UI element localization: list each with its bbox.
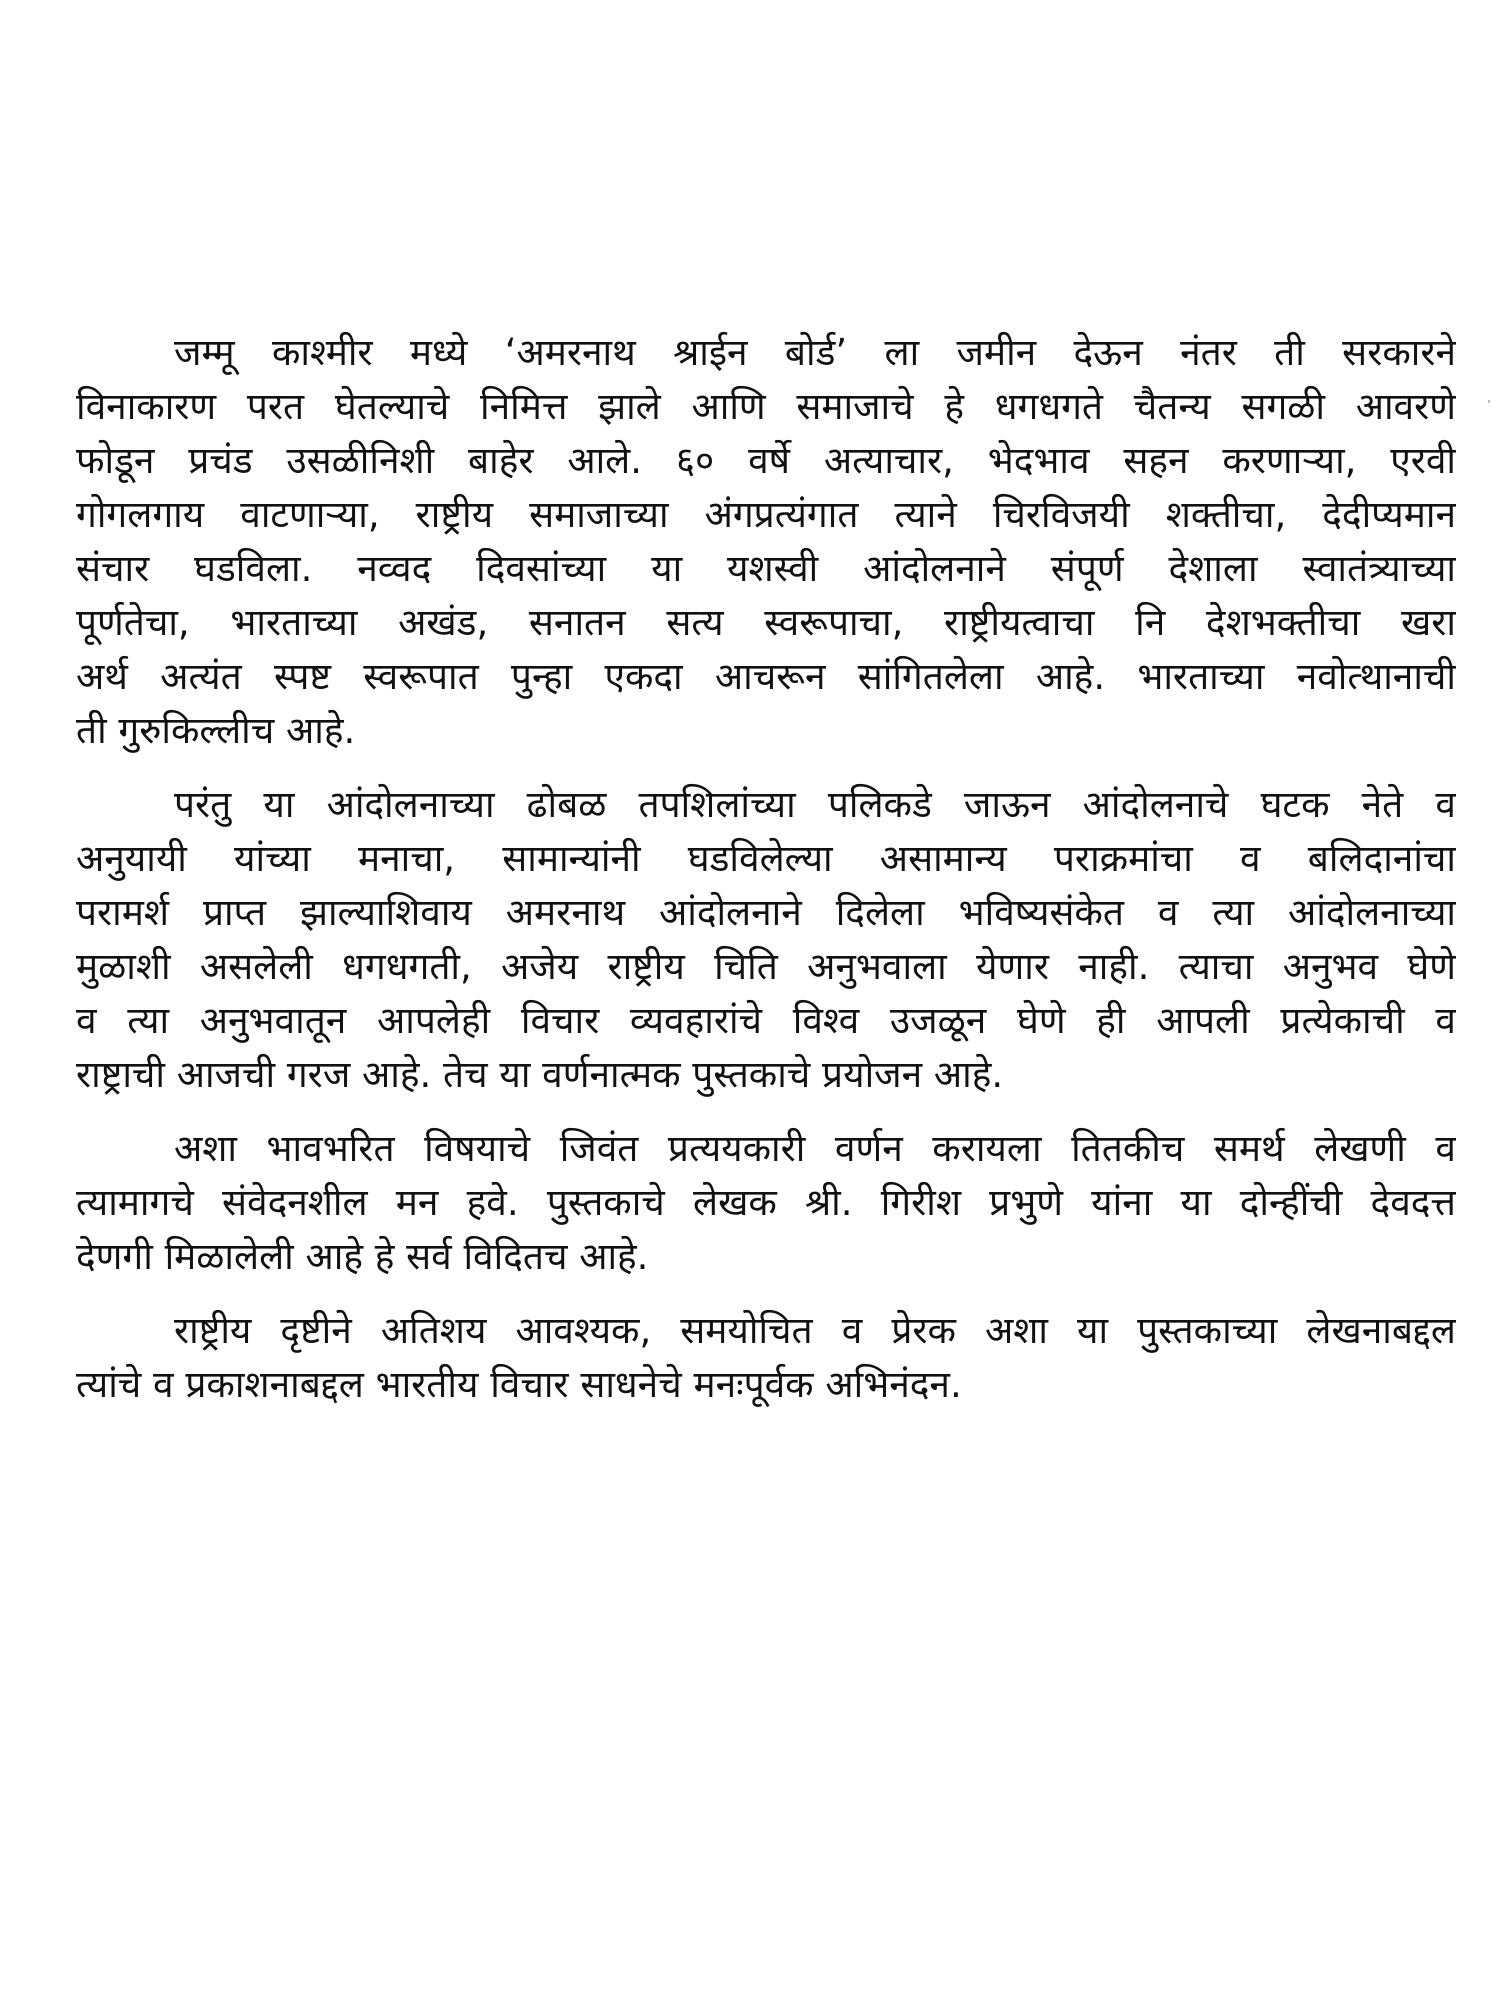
text-line: राष्ट्राची आजची गरज आहे. तेच या वर्णनात्मक पुस्तकाचे प्रयोजन आहे. bbox=[76, 1053, 1004, 1096]
body-text bbox=[76, 326, 1456, 1432]
text-line: व त्या अनुभवातून आपलेही विचार व्यवहारांचे विश्व उजळून घेणे ही आपली प्रत्येकाची व bbox=[76, 999, 1456, 1042]
text-line: जम्मू काश्मीर मध्ये ‘अमरनाथ श्राईन बोर्ड’ ला जमीन देऊन नंतर ती सरकारने bbox=[174, 331, 1456, 374]
text-line: गोगलगाय वाटणाऱ्या, राष्ट्रीय समाजाच्या अंगप्रत्यंगात त्याने चिरविजयी शक्तीचा, देदीप्यमान bbox=[76, 493, 1456, 536]
text-line: अनुयायी यांच्या मनाचा, सामान्यांनी घडविलेल्या असामान्य पराक्रमांचा व बलिदानांचा bbox=[76, 837, 1456, 880]
text-line: परामर्श प्राप्त झाल्याशिवाय अमरनाथ आंदोलनाने दिलेला भविष्यसंकेत व त्या आंदोलनाच्या bbox=[76, 891, 1456, 934]
text-line: फोडून प्रचंड उसळीनिशी बाहेर आले. ६० वर्षे अत्याचार, भेदभाव सहन करणाऱ्या, एरवी bbox=[76, 439, 1456, 482]
paragraph-2 bbox=[76, 778, 1456, 1102]
text-line: पूर्णतेचा, भारताच्या अखंड, सनातन सत्य स्वरूपाचा, राष्ट्रीयत्वाचा नि देशभक्तीचा खरा bbox=[76, 601, 1456, 644]
paragraph-4 bbox=[76, 1304, 1456, 1412]
text-line: परंतु या आंदोलनाच्या ढोबळ तपशिलांच्या पलिकडे जाऊन आंदोलनाचे घटक नेते व bbox=[174, 783, 1456, 826]
text-line: विनाकारण परत घेतल्याचे निमित्त झाले आणि समाजाचे हे धगधगते चैतन्य सगळी आवरणे bbox=[76, 385, 1456, 428]
text-line: संचार घडविला. नव्वद दिवसांच्या या यशस्वी आंदोलनाने संपूर्ण देशाला स्वातंत्र्याच्या bbox=[76, 547, 1456, 590]
text-line: त्यामागचे संवेदनशील मन हवे. पुस्तकाचे लेखक श्री. गिरीश प्रभुणे यांना या दोन्हींची देवदत्त bbox=[76, 1181, 1456, 1224]
text-line: त्यांचे व प्रकाशनाबद्दल भारतीय विचार साधनेचे मनःपूर्वक अभिनंदन. bbox=[76, 1363, 962, 1406]
text-line: मुळाशी असलेली धगधगती, अजेय राष्ट्रीय चिति अनुभवाला येणार नाही. त्याचा अनुभव घेणे bbox=[76, 945, 1456, 988]
text-line: ती गुरुकिल्लीच आहे. bbox=[76, 709, 356, 752]
text-line: अशा भावभरित विषयाचे जिवंत प्रत्ययकारी वर्णन करायला तितकीच समर्थ लेखणी व bbox=[174, 1127, 1456, 1170]
text-line: राष्ट्रीय दृष्टीने अतिशय आवश्यक, समयोचित व प्रेरक अशा या पुस्तकाच्या लेखनाबद्दल bbox=[174, 1309, 1456, 1352]
scan-speck bbox=[1488, 400, 1490, 403]
text-line: देणगी मिळालेली आहे हे सर्व विदितच आहे. bbox=[76, 1235, 649, 1278]
paragraph-1 bbox=[76, 326, 1456, 758]
paragraph-3 bbox=[76, 1122, 1456, 1284]
text-line: अर्थ अत्यंत स्पष्ट स्वरूपात पुन्हा एकदा आचरून सांगितलेला आहे. भारताच्या नवोत्थानाची bbox=[76, 655, 1456, 698]
